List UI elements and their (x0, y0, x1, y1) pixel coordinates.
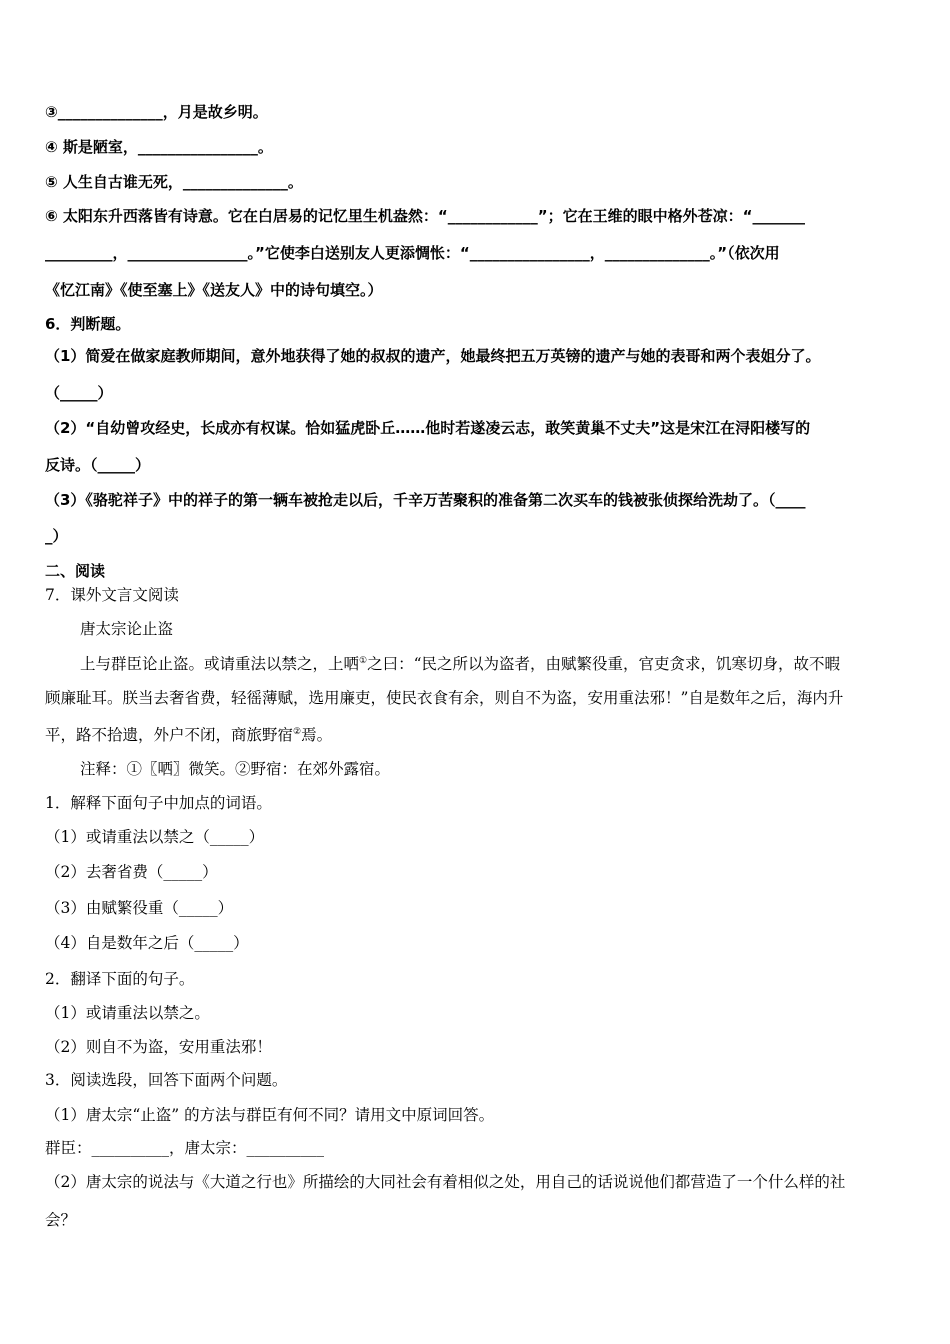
q6-s1-line2: （_____） (45, 384, 113, 402)
q7-title: 7．课外文言文阅读 (45, 586, 179, 604)
sub2-item-2: （2）则自不为盗，安用重法邪！ (45, 1038, 272, 1056)
q6-title: 6．判断题。 (45, 315, 131, 333)
sub3-q2-line1: （2）唐太宗的说法与《大道之行也》所描绘的大同社会有着相似之处，用自己的话说说他们都营造了一个什么样的社 (45, 1173, 846, 1191)
q6-s2-line1: （2）“自幼曾攻经史，长成亦有权谋。恰如猛虎卧丘……他时若遂凌云志，敢笑黄巢不丈夫”这是宋江在浔阳楼写的 (45, 419, 811, 437)
sub3-title: 3．阅读选段，回答下面两个问题。 (45, 1071, 288, 1089)
sub1-item-2: （2）去奢省费（_____） (45, 863, 218, 881)
passage-note: 注释：①〖哂〗微笑。②野宿：在郊外露宿。 (80, 760, 391, 778)
fill-item-6-line3: 《忆江南》《使至塞上》《送友人》中的诗句填空。） (45, 281, 383, 299)
sub3-q1-answer: 群臣：__________，唐太宗：__________ (45, 1139, 325, 1157)
sub3-q2-line2: 会？ (45, 1211, 77, 1229)
sub1-item-4: （4）自是数年之后（_____） (45, 934, 249, 952)
fill-item-3: ③______________，月是故乡明。 (45, 103, 268, 121)
q6-s2-line2: 反诗。（_____） (45, 456, 151, 474)
fill-item-4: ④ 斯是陋室，________________。 (45, 138, 273, 156)
sub1-item-3: （3）由赋繁役重（_____） (45, 899, 234, 917)
passage-line-3: 平，路不拾遗，外户不闭，商旅野宿②焉。 (45, 726, 333, 744)
sub2-item-1: （1）或请重法以禁之。 (45, 1004, 210, 1022)
sub1-item-1: （1）或请重法以禁之（_____） (45, 828, 265, 846)
fill-item-5: ⑤ 人生自古谁无死，______________。 (45, 173, 303, 191)
fill-item-6-line2: _________，________________。”它使李白送别友人更添惆怅：“________________，______________。”（依次用 (45, 244, 780, 262)
sub2-title: 2．翻译下面的句子。 (45, 970, 195, 988)
q6-s1-line1: （1）简爱在做家庭教师期间，意外地获得了她的叔叔的遗产，她最终把五万英镑的遗产与她的表哥和两个表姐分了。 (45, 347, 821, 365)
passage-line-1: 上与群臣论止盗。或请重法以禁之，上哂①之曰：“民之所以为盗者，由赋繁役重，官吏贪求，饥寒切身，故不暇 (80, 655, 841, 673)
passage-line-2: 顾廉耻耳。朕当去奢省费，轻徭薄赋，选用廉吏，使民衣食有余，则自不为盗，安用重法邪！”自是数年之后，海内升 (45, 689, 844, 707)
sub3-q1: （1）唐太宗“止盗” 的方法与群臣有何不同？请用文中原词回答。 (45, 1106, 495, 1124)
section-heading-reading: 二、阅读 (45, 562, 106, 580)
fill-item-6-line1: ⑥ 太阳东升西落皆有诗意。它在白居易的记忆里生机盎然：“____________”；它在王维的眼中格外苍凉：“_______ (45, 207, 806, 225)
passage-title: 唐太宗论止盗 (80, 620, 174, 638)
q6-s3-line2: _） (45, 527, 68, 545)
q6-s3-line1: （3）《骆驼祥子》中的祥子的第一辆车被抢走以后，千辛万苦聚积的准备第二次买车的钱被张侦探给洗劫了。（____ (45, 491, 806, 509)
sub1-title: 1．解释下面句子中加点的词语。 (45, 794, 272, 812)
